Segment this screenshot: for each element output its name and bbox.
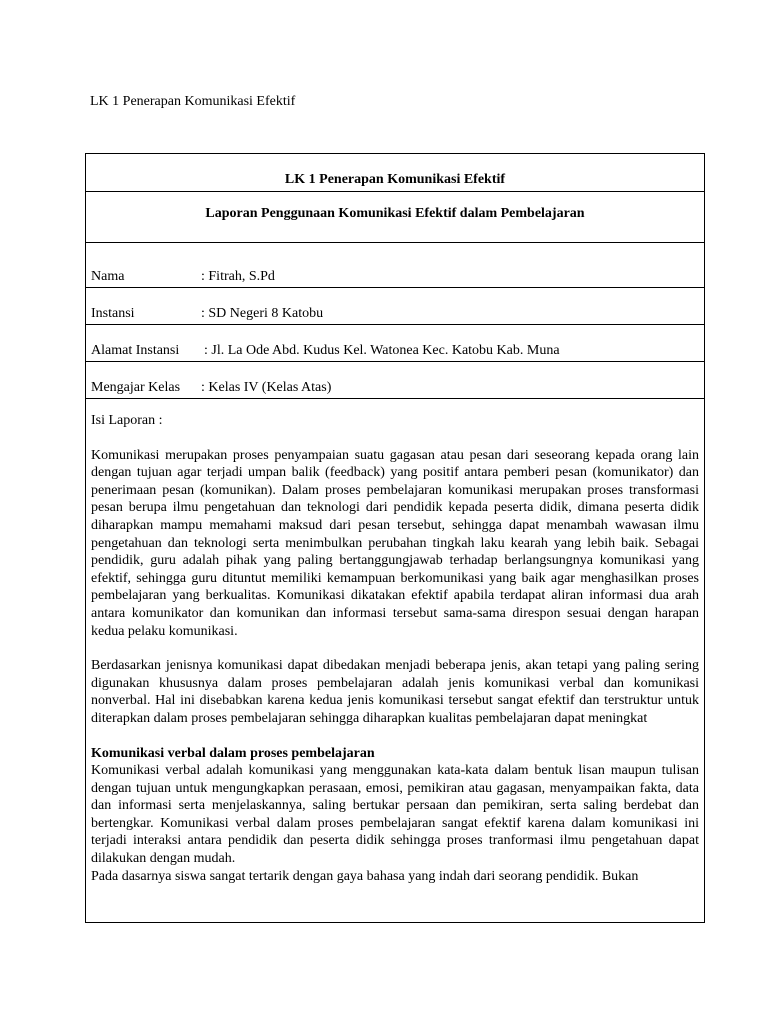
section-heading: Komunikasi verbal dalam proses pembelajaran [91, 745, 375, 761]
field-value: : SD Negeri 8 Katobu [201, 306, 324, 321]
page-header: LK 1 Penerapan Komunikasi Efektif [90, 94, 296, 109]
field-label: Nama [91, 269, 125, 284]
content-paragraph: Komunikasi merupakan proses penyampaian suatu gagasan atau pesan dari seseorang kepada orang lain dengan tujuan agar terjadi umpan balik (feedback) yang positif antara pemberi pesan (komunikator) dan penerimaan pesan (komunikan). Dalam proses pembelajaran komunikasi merupakan proses transformasi pesan berupa ilmu pengetahuan dan teknologi dari pendidik kepada peserta didik, dimana peserta didik diharapkan mampu memahami maksud dari pesan tersebut, sehingga dapat menambah wawasan ilmu pengetahuan dan teknologi serta menimbulkan perubahan tingkah laku kearah yang lebih baik. Sebagai pendidik, guru adalah pihak yang paling bertanggungjawab terhadap berlangsungnya komunikasi yang efektif, sehingga guru dituntut memiliki kemampuan berkomunikasi yang baik agar menghasilkan proses pembelajaran yang berkualitas. Komunikasi dikatakan efektif apabila terdapat aliran informasi dua arah antara komunikator dan komunikan dan informasi tersebut sama-sama direspon sesuai dengan harapan kedua pelaku komunikasi. [91, 447, 699, 639]
content-paragraph: Berdasarkan jenisnya komunikasi dapat dibedakan menjadi beberapa jenis, akan tetapi yang paling sering digunakan khususnya dalam proses pembelajaran adalah jenis komunikasi verbal dan komunikasi nonverbal. Hal ini disebabkan karena kedua jenis komunikasi tersebut sangat efektif dan terstruktur untuk diterapkan dalam proses pembelajaran sehingga diharapkan kualitas pembelajaran dapat meningkat [91, 658, 699, 726]
field-label: Instansi [91, 306, 135, 321]
field-value: : Jl. La Ode Abd. Kudus Kel. Watonea Kec. Katobu Kab. Muna [204, 343, 560, 358]
field-label: Alamat Instansi [91, 343, 180, 358]
field-row-kelas [86, 362, 704, 399]
content-paragraph: Pada dasarnya siswa sangat tertarik dengan gaya bahasa yang indah dari seorang pendidik. Bukan [91, 868, 639, 884]
field-row-nama [86, 243, 704, 288]
content-lead: Isi Laporan : [91, 413, 163, 428]
report-content [86, 399, 704, 885]
table-title: LK 1 Penerapan Komunikasi Efektif [86, 154, 704, 192]
field-value: : Fitrah, S.Pd [201, 269, 275, 284]
field-value: : Kelas IV (Kelas Atas) [201, 380, 332, 395]
table-subtitle: Laporan Penggunaan Komunikasi Efektif dalam Pembelajaran [86, 192, 704, 243]
field-label: Mengajar Kelas [91, 380, 181, 395]
field-row-alamat [86, 325, 704, 362]
field-row-instansi [86, 288, 704, 325]
report-table [85, 153, 705, 923]
content-paragraph: Komunikasi verbal adalah komunikasi yang menggunakan kata-kata dalam bentuk lisan maupun tulisan dengan tujuan untuk mengungkapkan perasaan, emosi, pemikiran atau gagasan, menyampaikan fakta, data dan informasi serta menjelaskannya, saling bertukar persaan dan pemikiran, serta saling berdebat dan bertengkar. Komunikasi verbal dalam proses pembelajaran sangat efektif karena dalam komunikasi ini terjadi interaksi antara pendidik dan peserta didik sehingga proses tranformasi ilmu pengetahuan dapat dilakukan dengan mudah. [91, 763, 699, 867]
